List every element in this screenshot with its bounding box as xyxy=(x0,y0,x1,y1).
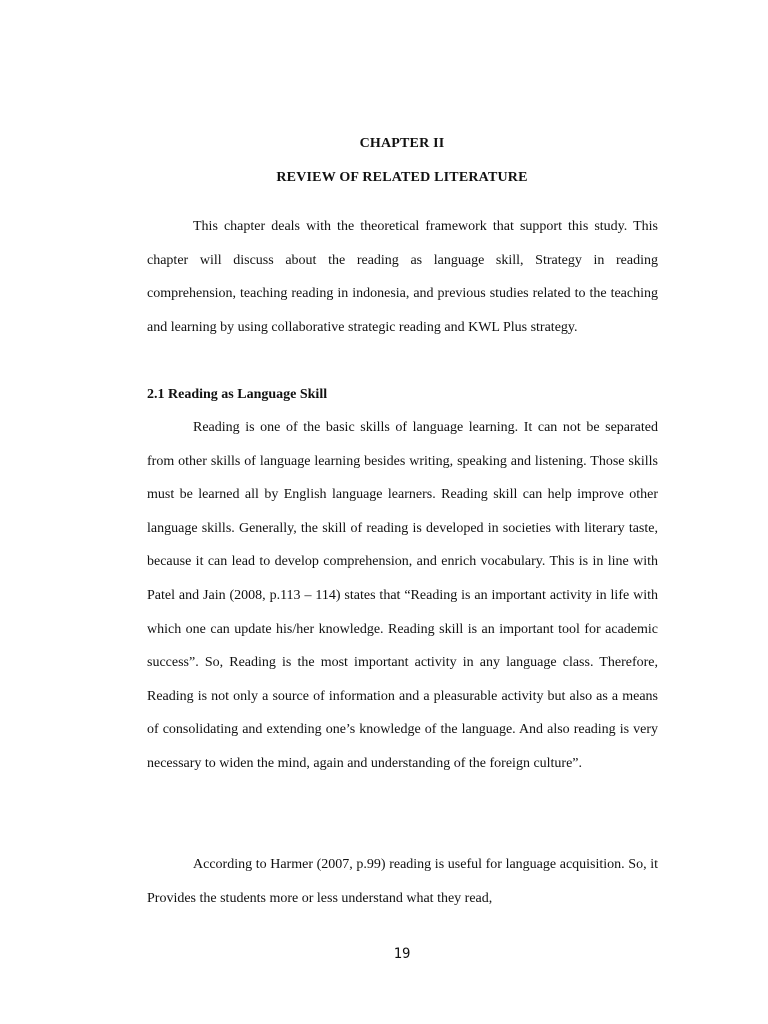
page-number: 19 xyxy=(393,946,411,962)
section-heading: 2.1 Reading as Language Skill xyxy=(147,387,328,402)
section-paragraph-1: Reading is one of the basic skills of language learning. It can not be separated from other skills of language learning besides writing, speaking and listening. Those skills must be learned all by English language learners. Reading skill can help improve other language skills. Generally, the skill of reading is developed in societies with literary taste, because it can lead to develop comprehension, and enrich vocabulary. This is in line with Patel and Jain (2008, p.113 – 114) states that “Reading is an important activity in life with which one can update his/her knowledge. Reading skill is an important tool for academic success”. So, Reading is the most important activity in any language class. Therefore, Reading is not only a source of information and a pleasurable activity but also as a means of consolidating and extending one’s knowledge of the language. And also reading is very necessary to widen the mind, again and understanding of the foreign culture”. xyxy=(147,420,658,771)
chapter-label: CHAPTER II xyxy=(359,136,445,151)
chapter-title: REVIEW OF RELATED LITERATURE xyxy=(276,170,528,185)
intro-paragraph: This chapter deals with the theoretical framework that support this study. This chapter will discuss about the reading as language skill, Strategy in reading comprehension, teaching reading in indonesia, and previous studies related to the teaching and learning by using collaborative strategic reading and KWL Plus strategy. xyxy=(147,219,658,335)
section-paragraph-2: According to Harmer (2007, p.99) reading is useful for language acquisition. So, it Provides the students more or less understand what they read, xyxy=(147,857,658,906)
